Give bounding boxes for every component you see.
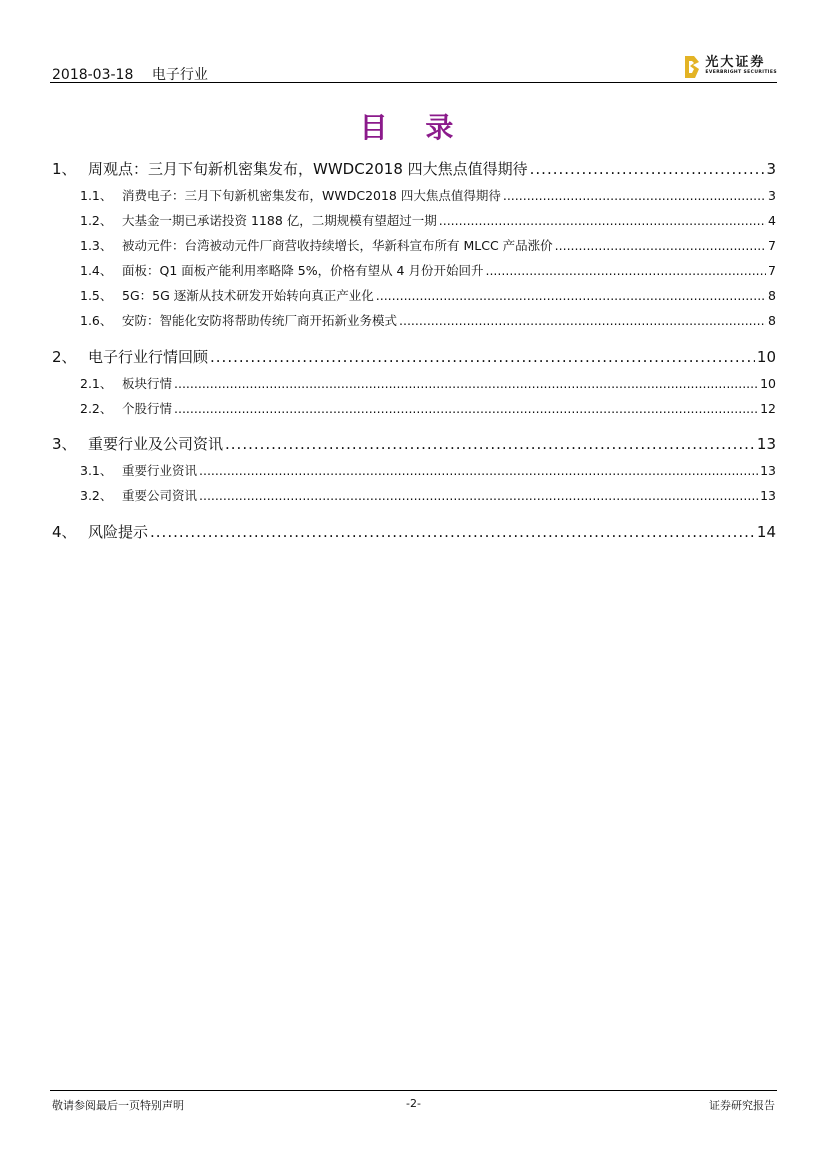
toc-entry-page: 8 — [768, 288, 776, 303]
toc-entry-page: 13 — [760, 463, 776, 478]
toc-entry[interactable] — [80, 461, 776, 479]
toc-entry-page: 3 — [768, 188, 776, 203]
toc-entry-number: 2、 — [52, 348, 77, 366]
toc-entry-label: 安防：智能化安防将帮助传统厂商开拓新业务模式 — [122, 313, 398, 328]
toc-entry-label: 个股行情 — [122, 401, 173, 416]
toc-entry-number: 1.6、 — [80, 313, 113, 328]
toc-leader-dots — [530, 160, 765, 178]
toc-entry-number: 4、 — [52, 523, 77, 541]
toc-entry-page: 13 — [760, 488, 776, 503]
toc-entry-page: 12 — [760, 401, 776, 416]
toc-entry-label: 重要公司资讯 — [122, 488, 198, 503]
toc-entry-number: 3、 — [52, 435, 77, 453]
toc-entry-label: 重要行业及公司资讯 — [88, 435, 224, 453]
toc-leader-dots — [399, 313, 766, 328]
toc-leader-dots — [376, 288, 766, 303]
toc-entry-label: 大基金一期已承诺投资 1188 亿，二期规模有望超过一期 — [122, 213, 437, 228]
toc-entry[interactable] — [52, 521, 776, 542]
toc-entry-number: 3.1、 — [80, 463, 113, 478]
logo-mark-icon — [685, 56, 699, 78]
page-footer — [50, 1090, 777, 1112]
toc-leader-dots — [555, 238, 766, 253]
toc-entry-page: 7 — [768, 263, 776, 278]
toc-entry-number: 1、 — [52, 160, 77, 178]
toc-leader-dots — [174, 401, 758, 416]
header-meta — [52, 64, 208, 84]
toc-entry-number: 2.1、 — [80, 376, 113, 391]
toc-entry-label: 周观点：三月下旬新机密集发布，WWDC2018 四大焦点值得期待 — [88, 160, 528, 178]
toc-entry-page: 3 — [766, 160, 776, 178]
toc-entry-label: 重要行业资讯 — [122, 463, 198, 478]
toc-leader-dots — [210, 348, 755, 366]
footer-disclaimer: 敬请参阅最后一页特别声明 — [52, 1099, 184, 1112]
toc-entry[interactable] — [80, 236, 776, 254]
toc-entry[interactable] — [80, 286, 776, 304]
page-title: 目 录 — [359, 111, 468, 144]
toc-entry-label: 电子行业行情回顾 — [88, 348, 209, 366]
toc-entry-label: 风险提示 — [88, 523, 149, 541]
toc-entry-number: 1.3、 — [80, 238, 113, 253]
toc-entry[interactable] — [80, 311, 776, 329]
report-industry: 电子行业 — [151, 67, 208, 83]
toc-entry-page: 7 — [768, 238, 776, 253]
toc-entry-label: 消费电子：三月下旬新机密集发布，WWDC2018 四大焦点值得期待 — [122, 188, 501, 203]
toc-entry[interactable] — [80, 399, 776, 417]
toc-entry[interactable] — [80, 486, 776, 504]
toc-entry[interactable] — [52, 346, 776, 367]
logo-name-en: EVERBRIGHT SECURITIES — [705, 70, 777, 75]
toc-entry-label: 被动元件：台湾被动元件厂商营收持续增长，华新科宣布所有 MLCC 产品涨价 — [122, 238, 553, 253]
toc-entry-page: 8 — [768, 313, 776, 328]
toc-entry-number: 1.1、 — [80, 188, 113, 203]
page-header — [50, 56, 777, 83]
toc-entry[interactable] — [80, 261, 776, 279]
toc-entry-page: 13 — [756, 435, 776, 453]
logo-name-cn: 光大证券 — [705, 55, 766, 70]
toc-entry[interactable] — [80, 211, 776, 229]
toc-entry-page: 10 — [756, 348, 776, 366]
toc-entry-label: 板块行情 — [122, 376, 173, 391]
toc-entry-number: 1.2、 — [80, 213, 113, 228]
brand-logo — [685, 56, 777, 78]
toc-entry-page: 4 — [768, 213, 776, 228]
toc-leader-dots — [485, 263, 766, 278]
footer-report-type: 证券研究报告 — [709, 1099, 775, 1112]
toc-entry-page: 10 — [760, 376, 776, 391]
toc-leader-dots — [199, 488, 758, 503]
toc-entry-label: 5G：5G 逐渐从技术研发开始转向真正产业化 — [122, 288, 374, 303]
toc-entry-number: 3.2、 — [80, 488, 113, 503]
toc-leader-dots — [150, 523, 755, 541]
report-date: 2018-03-18 — [52, 67, 134, 83]
toc-leader-dots — [503, 188, 766, 203]
toc-entry-page: 14 — [756, 523, 776, 541]
toc-entry-number: 2.2、 — [80, 401, 113, 416]
toc-leader-dots — [174, 376, 758, 391]
toc-entry[interactable] — [52, 433, 776, 454]
toc-leader-dots — [199, 463, 758, 478]
toc-entry-number: 1.4、 — [80, 263, 113, 278]
toc-entry[interactable] — [80, 374, 776, 392]
toc-entry-label: 面板：Q1 面板产能利用率略降 5%，价格有望从 4 月份开始回升 — [122, 263, 484, 278]
toc-entry[interactable] — [80, 186, 776, 204]
toc-entry[interactable] — [52, 158, 776, 179]
footer-page-number: -2- — [406, 1097, 421, 1110]
toc-entry-number: 1.5、 — [80, 288, 113, 303]
toc-leader-dots — [439, 213, 766, 228]
toc-leader-dots — [225, 435, 755, 453]
